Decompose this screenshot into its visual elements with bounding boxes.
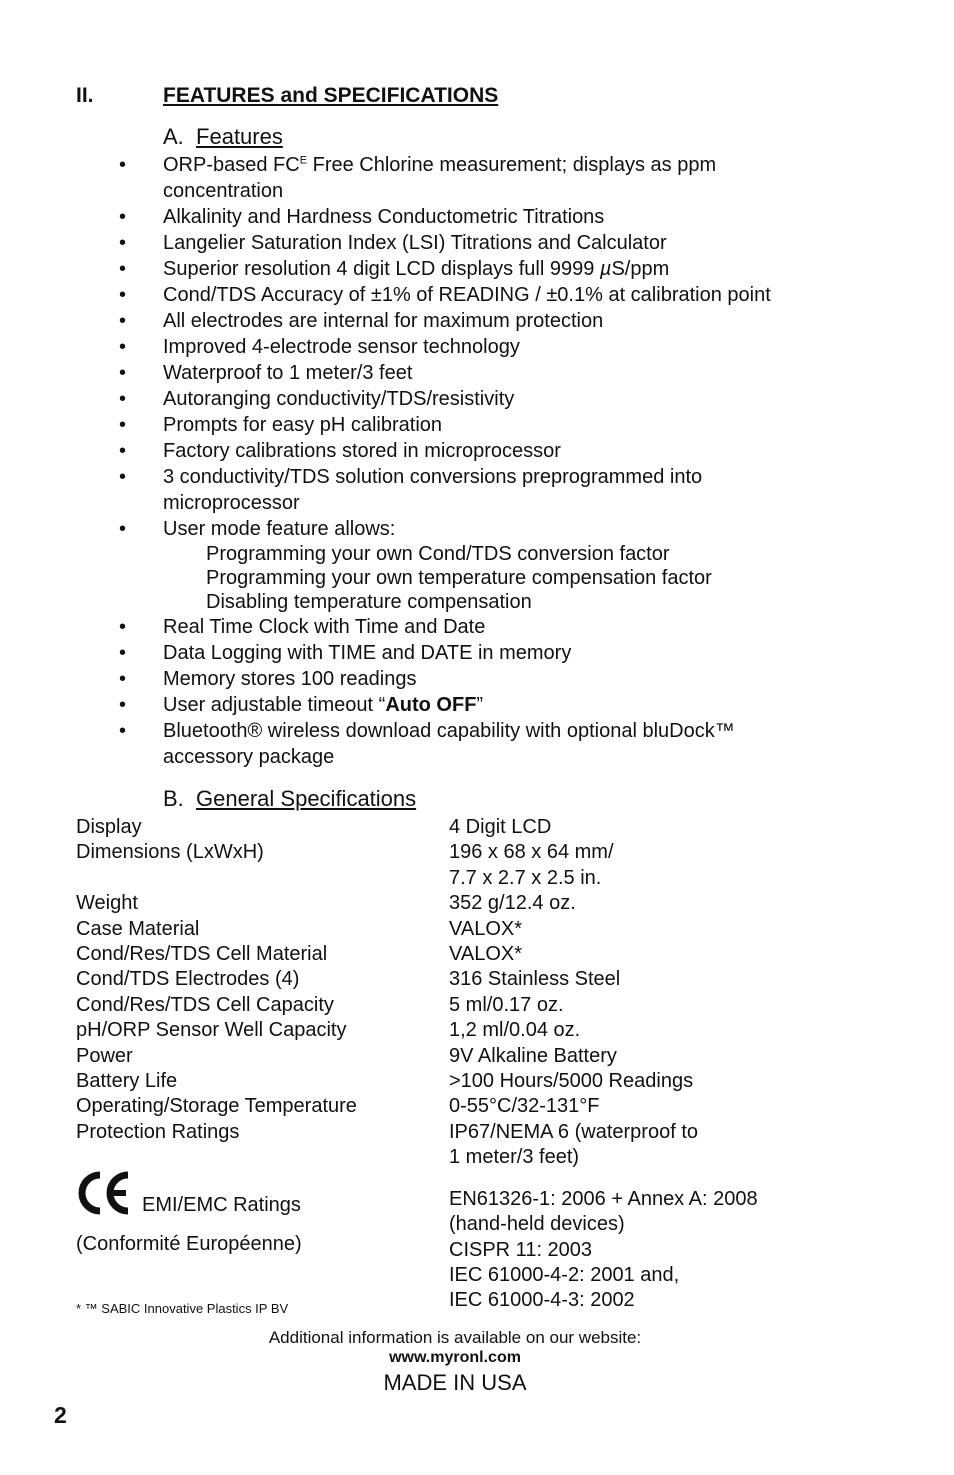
spec-value-line: EN61326-1: 2006 + Annex A: 2008 — [449, 1187, 758, 1210]
spec-value-line: IEC 61000-4-3: 2002 — [449, 1289, 635, 1312]
bullet-icon: • — [119, 668, 127, 690]
bullet-icon: • — [119, 154, 127, 176]
spec-value-line: VALOX* — [449, 943, 522, 966]
feature-list — [0, 152, 954, 770]
feature-item — [0, 230, 823, 256]
spec-row — [76, 942, 758, 967]
spec-value — [449, 967, 758, 992]
spec-value-line: 316 Stainless Steel — [449, 968, 621, 991]
feature-text: Langelier Saturation Index (LSI) Titrations and Calculator — [163, 232, 667, 254]
spec-value-line: IP67/NEMA 6 (waterproof to — [449, 1120, 699, 1143]
feature-subitem: Programming your own temperature compensation factor — [206, 567, 712, 589]
feature-item — [0, 386, 823, 412]
spec-value — [449, 942, 758, 967]
spec-table — [76, 815, 758, 1314]
feature-text: 3 conductivity/TDS solution conversions preprogrammed into microprocessor — [163, 466, 703, 514]
spec-label: pH/ORP Sensor Well Capacity — [76, 1019, 347, 1042]
bullet-icon: • — [119, 414, 127, 436]
spec-row — [76, 1069, 758, 1094]
spec-row — [76, 993, 758, 1018]
spec-value — [449, 891, 758, 916]
made-in-usa: MADE IN USA — [383, 1370, 527, 1395]
spec-value — [449, 1120, 758, 1171]
feature-text: Alkalinity and Hardness Conductometric Titrations — [163, 206, 605, 228]
spec-label: Cond/Res/TDS Cell Capacity — [76, 993, 334, 1016]
feature-text: Memory stores 100 readings — [163, 668, 417, 690]
features-letter: A. — [163, 124, 184, 149]
spec-label: Weight — [76, 892, 138, 915]
feature-item — [0, 334, 823, 360]
feature-text: User adjustable timeout “ — [163, 694, 386, 716]
feature-text: ” — [476, 694, 484, 716]
emi-label: EMI/EMC Ratings — [142, 1193, 301, 1216]
spec-value — [449, 815, 758, 840]
feature-item — [0, 308, 823, 334]
bullet-icon: • — [119, 518, 127, 540]
feature-item — [0, 204, 823, 230]
feature-text: Waterproof to 1 meter/3 feet — [163, 362, 413, 384]
feature-item — [0, 718, 823, 770]
feature-text: Improved 4-electrode sensor technology — [163, 336, 520, 358]
feature-text: Superior resolution 4 digit LCD displays full 9999 — [163, 258, 600, 280]
bullet-icon: • — [119, 232, 127, 254]
features-title: Features — [196, 124, 283, 149]
feature-text: Prompts for easy pH calibration — [163, 414, 443, 436]
spec-row — [76, 967, 758, 992]
general-specs-heading — [163, 786, 416, 812]
emi-label-line — [76, 1171, 449, 1220]
bullet-icon: • — [119, 616, 127, 638]
spec-value — [449, 1069, 758, 1094]
bullet-icon: • — [119, 720, 127, 742]
bullet-icon: • — [119, 466, 127, 488]
bullet-icon: • — [119, 336, 127, 358]
feature-subitem: Disabling temperature compensation — [206, 591, 532, 613]
feature-item — [0, 640, 823, 666]
website-link[interactable]: www.myronl.com — [389, 1349, 521, 1366]
spec-label — [76, 1171, 449, 1314]
spec-label: Protection Ratings — [76, 1120, 240, 1143]
feature-text: Bluetooth® wireless download capability with optional bluDock™ accessory package — [163, 720, 735, 768]
spec-value — [449, 1094, 758, 1119]
feature-text: All electrodes are internal for maximum protection — [163, 310, 604, 332]
feature-subitem: Programming your own Cond/TDS conversion factor — [206, 543, 670, 565]
spec-value-line: IEC 61000-4-2: 2001 and, — [449, 1263, 680, 1286]
bullet-icon: • — [119, 388, 127, 410]
ce-mark-icon — [76, 1171, 132, 1215]
spec-label: Operating/Storage Temperature — [76, 1095, 357, 1118]
feature-item — [0, 666, 823, 692]
micro-symbol: µ — [599, 258, 612, 280]
feature-text: Cond/TDS Accuracy of ±1% of READING / ±0.1% at calibration point — [163, 284, 771, 306]
spec-value — [449, 1018, 758, 1043]
spec-row — [76, 1120, 758, 1171]
bullet-icon: • — [119, 694, 127, 716]
feature-item — [0, 256, 823, 282]
spec-value-line: 0-55°C/32-131°F — [449, 1095, 600, 1118]
feature-text: S/ppm — [611, 258, 670, 280]
additional-info: Additional information is available on our website: — [268, 1328, 642, 1347]
section-title: FEATURES and SPECIFICATIONS — [163, 84, 499, 107]
bullet-icon: • — [119, 310, 127, 332]
spec-row — [76, 815, 758, 840]
bullet-icon: • — [119, 642, 127, 664]
feature-text: Autoranging conductivity/TDS/resistivity — [163, 388, 515, 410]
emi-label-secondary: (Conformité Européenne) — [76, 1232, 302, 1255]
feature-text: Real Time Clock with Time and Date — [163, 616, 486, 638]
spec-value-line: 1,2 ml/0.04 oz. — [449, 1019, 581, 1042]
feature-item — [0, 152, 823, 204]
feature-text: User mode feature allows: — [163, 518, 396, 540]
spec-value — [449, 1171, 758, 1314]
spec-value-line: 1 meter/3 feet) — [449, 1146, 580, 1169]
footnote: * ™ SABIC Innovative Plastics IP BV — [76, 1301, 289, 1316]
spec-label: Cond/TDS Electrodes (4) — [76, 968, 300, 991]
feature-item — [0, 438, 823, 464]
spec-value-line: 9V Alkaline Battery — [449, 1044, 617, 1067]
bullet-icon: • — [119, 362, 127, 384]
spec-label: Power — [76, 1044, 133, 1067]
bullet-icon: • — [119, 284, 127, 306]
feature-item — [0, 516, 823, 614]
general-specs-title: General Specifications — [196, 786, 417, 811]
spec-row-emi — [76, 1171, 758, 1314]
feature-item — [0, 360, 823, 386]
spec-row — [76, 840, 758, 891]
feature-text: ORP-based FC — [163, 154, 300, 176]
spec-value — [449, 1044, 758, 1069]
spec-label: Battery Life — [76, 1070, 178, 1093]
spec-label: Case Material — [76, 917, 200, 940]
spec-value-line: 7.7 x 2.7 x 2.5 in. — [449, 866, 602, 889]
features-heading — [163, 124, 283, 150]
spec-row — [76, 891, 758, 916]
feature-bold-text: Auto OFF — [385, 694, 477, 716]
spec-value — [449, 993, 758, 1018]
feature-text: Data Logging with TIME and DATE in memory — [163, 642, 572, 664]
spec-value-line: >100 Hours/5000 Readings — [449, 1070, 694, 1093]
spec-value-line: VALOX* — [449, 917, 522, 940]
spec-row — [76, 1094, 758, 1119]
spec-value-line: 4 Digit LCD — [449, 816, 552, 838]
feature-item — [0, 464, 823, 516]
spec-value — [449, 840, 758, 891]
spec-label: Display — [76, 816, 142, 838]
spec-value-line: 5 ml/0.17 oz. — [449, 993, 564, 1016]
bullet-icon: • — [119, 206, 127, 228]
spec-row — [76, 1018, 758, 1043]
feature-superscript: E — [299, 154, 308, 167]
feature-text: Factory calibrations stored in microprocessor — [163, 440, 561, 462]
spec-value-line: 352 g/12.4 oz. — [449, 892, 576, 915]
section-number: II. — [76, 84, 94, 107]
feature-item — [0, 692, 823, 718]
spec-row — [76, 917, 758, 942]
spec-label: Cond/Res/TDS Cell Material — [76, 943, 328, 966]
bullet-icon: • — [119, 440, 127, 462]
spec-value — [449, 917, 758, 942]
feature-item — [0, 282, 823, 308]
spec-value-line: (hand-held devices) — [449, 1213, 625, 1236]
feature-item — [0, 412, 823, 438]
page-number: 2 — [54, 1402, 67, 1428]
feature-text: Free Chlorine measurement; displays as ppm concentration — [163, 154, 717, 202]
spec-row — [76, 1044, 758, 1069]
spec-value-line: 196 x 68 x 64 mm/ — [449, 841, 614, 864]
spec-label: Dimensions (LxWxH) — [76, 841, 264, 864]
general-specs-letter: B. — [163, 786, 184, 811]
spec-value-line: CISPR 11: 2003 — [449, 1238, 593, 1261]
feature-item — [0, 614, 823, 640]
bullet-icon: • — [119, 258, 127, 280]
